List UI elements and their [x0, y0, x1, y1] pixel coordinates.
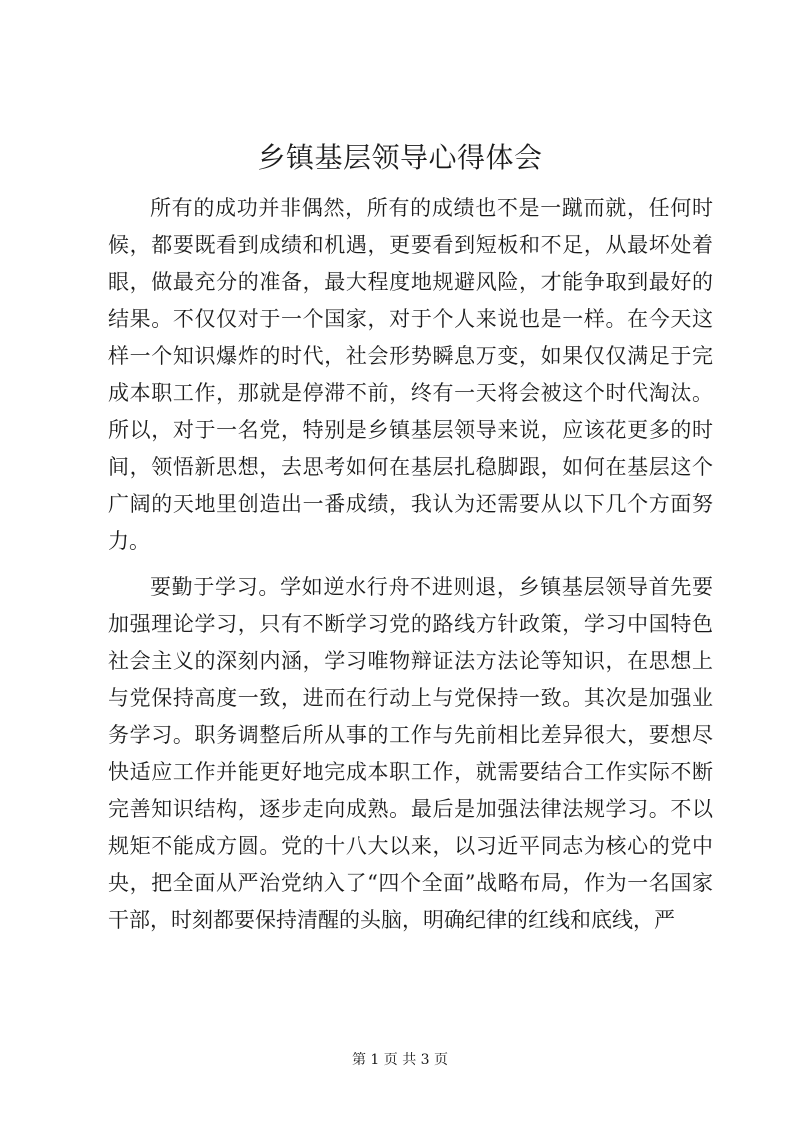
document-title: 乡镇基层领导心得体会 — [257, 141, 543, 174]
document-body — [108, 190, 713, 939]
paragraph-study: 要勤于学习。学如逆水行舟不进则退，乡镇基层领导首先要加强理论学习，只有不断学习党的路线方针政策，学习中国特色社会主义的深刻内涵，学习唯物辩证法方法论等知识，在思想上与党保持高度一致，进而在行动上与党保持一致。其次是加强业务学习。职务调整后所从事的工作与先前相比差异很大，要想尽快适应工作并能更好地完成本职工作，就需要结合工作实际不断完善知识结构，逐步走向成熟。最后是加强法律法规学习。不以规矩不能成方圆。党的十八大以来，以习近平同志为核心的党中央，把全面从严治党纳入了“四个全面”战略布局，作为一名国家干部，时刻都要保持清醒的头脑，明确纪律的红线和底线，严 — [108, 575, 713, 932]
paragraph-intro: 所有的成功并非偶然，所有的成绩也不是一蹴而就，任何时候，都要既看到成绩和机遇，更要看到短板和不足，从最坏处着眼，做最充分的准备，最大程度地规避风险，才能争取到最好的结果。不仅仅对于一个国家，对于个人来说也是一样。在今天这样一个知识爆炸的时代，社会形势瞬息万变，如果仅仅满足于完成本职工作，那就是停滞不前，终有一天将会被这个时代淘汰。所以，对于一名党，特别是乡镇基层领导来说，应该花更多的时间，领悟新思想，去思考如何在基层扎稳脚跟，如何在基层这个广阔的天地里创造出一番成绩，我认为还需要从以下几个方面努力。 — [108, 196, 713, 553]
page-footer: 第 1 页 共 3 页 — [351, 1052, 449, 1068]
